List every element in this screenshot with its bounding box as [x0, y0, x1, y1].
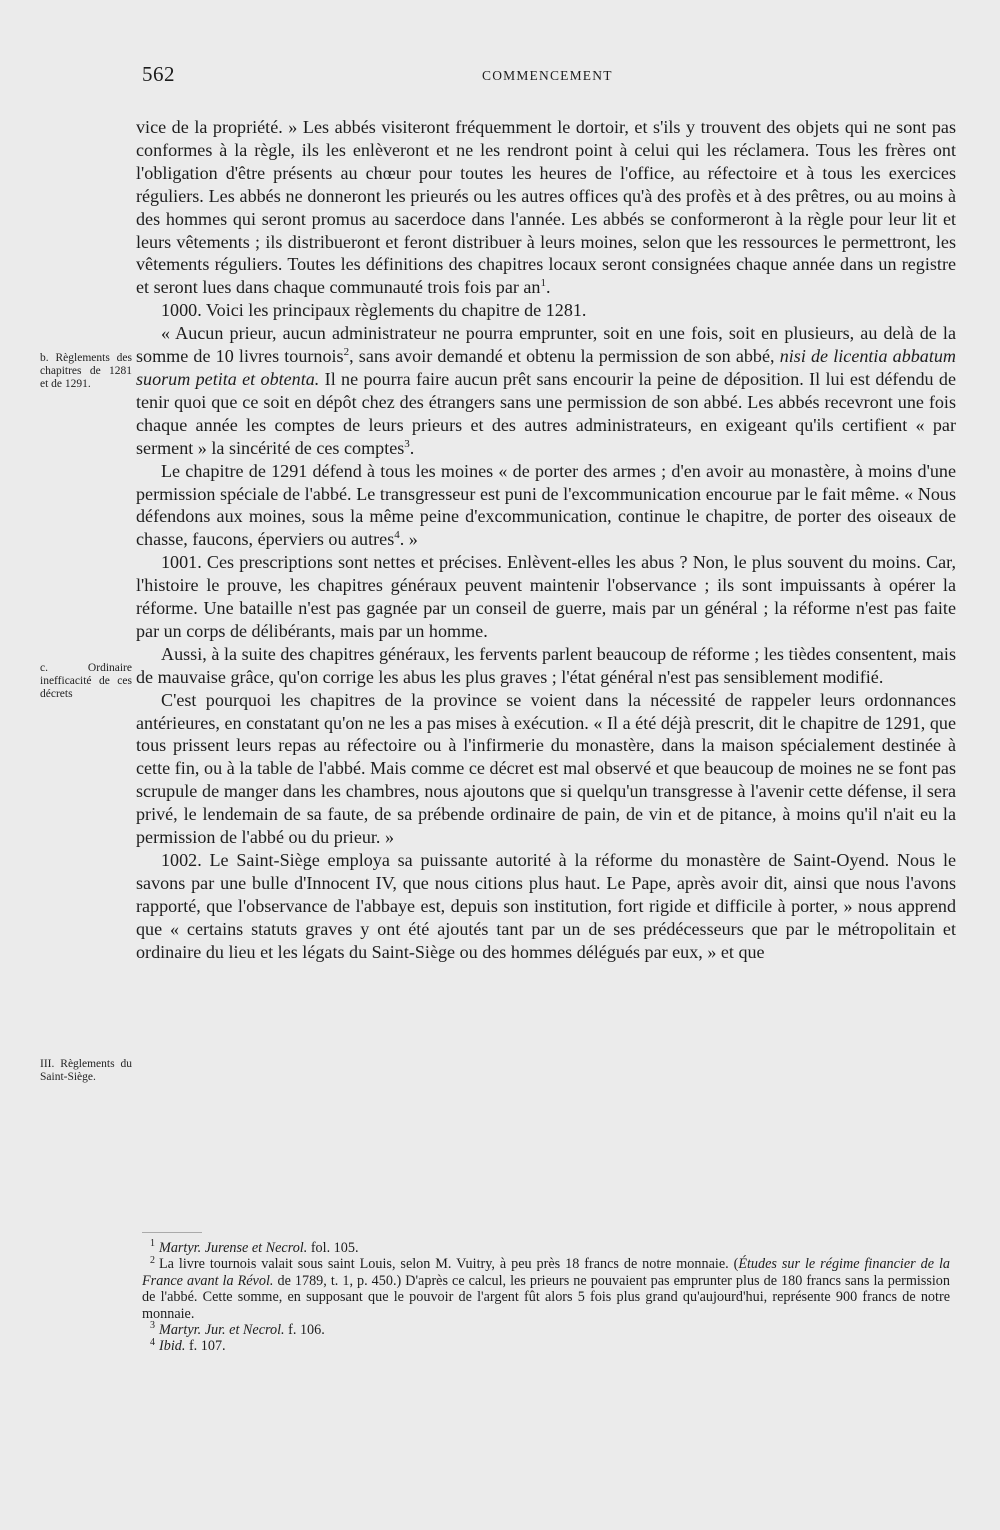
footnote-4-title: Ibid.: [159, 1338, 186, 1355]
footnote-1-title: Martyr. Jurense et Necrol.: [159, 1240, 308, 1256]
paragraph-quote-b: , sans avoir demandé et obtenu la permission de son abbé,: [349, 346, 780, 367]
paragraph-1: [136, 116, 956, 299]
footnote-2-title: Études sur le régime financier de la France avant la Révol.: [142, 1256, 950, 1289]
main-text: [136, 116, 956, 964]
paragraph-quote-a: « Aucun prieur, aucun administrateur ne pourra emprunter, soit en une fois, soit en plusieurs, au delà de la somme de 10 livres tournois: [136, 323, 956, 367]
footnote-4-tail: f. 107.: [185, 1338, 226, 1355]
paragraph-quote-1281: [136, 322, 956, 459]
footnote-1-tail: fol. 105.: [307, 1240, 359, 1256]
footnote-3-mark: 3: [150, 1320, 155, 1332]
footnote-2-a: La livre tournois valait sous saint Louis, selon M. Vuitry, à peu près 18 francs de notre monnaie. (: [159, 1256, 739, 1273]
footnote-1-mark: 1: [150, 1238, 155, 1250]
footnote-4: [142, 1338, 950, 1354]
footnote-ref-2: 2: [343, 346, 350, 359]
footnote-ref-1: 1: [540, 277, 546, 290]
footnote-3-tail: f. 106.: [284, 1322, 325, 1339]
footnote-3: [142, 1322, 950, 1338]
paragraph-cest-pourquoi: C'est pourquoi les chapitres de la province se voient dans la nécessité de rappeler leurs ordonnances antérieures, en constatant qu'on ne les a pas mises à exécution. « Il a été déjà prescrit, dit le chapitre de 1291, que tous prissent leurs repas au réfectoire ou à l'infirmerie du monastère, dans la maison spécialement destinée à cette fin, ou à la table de l'abbé. Mais comme ce décret est mal observé et que beaucoup de moines ne se font pas scrupule de manger dans les chambres, nous ajoutons que si quelqu'un transgresse à l'avenir cette défense, il sera privé, le lendemain de sa faute, de sa prébende ordinaire de pain, de vin et de pitance, à moins qu'il n'ait eu la permission de l'abbé ou du prieur. »: [136, 689, 956, 848]
margin-note-saint-siege: III. Règlements du Saint-Siège.: [40, 1058, 132, 1084]
latin-phrase: nisi de licentia abbatum suorum petita et obtenta.: [136, 346, 956, 389]
footnote-3-title: Martyr. Jur. et Necrol.: [159, 1322, 285, 1339]
footnote-2-b: de 1789, t. 1, p. 450.) D'après ce calcul, les prieurs ne pouvaient pas emprunter plus de 180 francs sans la permission de l'abbé. Cette somme, en supposant que le pouvoir de l'argent fût alors 5 fois plus grand qu'aujourd'hui, représente 900 francs de notre monnaie.: [142, 1272, 950, 1322]
footnote-divider: [142, 1232, 202, 1233]
paragraph-quote-end: .: [409, 437, 415, 458]
page-number: 562: [142, 62, 175, 86]
paragraph-1002: 1002. Le Saint-Siège employa sa puissante autorité à la réforme du monastère de Saint-Oyend. Nous le savons par une bulle d'Innocent IV, que nous citions plus haut. Le Pape, après avoir dit, ainsi que nous l'avons rapporté, que l'observance de l'abbaye est, depuis son institution, fort rigide et difficile à porter, » nous apprend que « certains statuts graves y ont été ajoutés tant par un de ses prédécesseurs que par le métropolitain et ordinaire du lieu et les légats du Saint-Siège ou des hommes délégués par eux, » et que: [136, 850, 956, 962]
paragraph-quote-c: Il ne pourra faire aucun prêt sans encourir la peine de déposition. Il lui est défendu de tenir quoi que ce soit en dépôt chez des étrangers sans une permission de son abbé. Les abbés recevront une fois chaque année les comptes de leurs prieurs et des autres administrateurs, en exigeant qu'ils certifient « par serment » la sincérité de ces comptes: [136, 368, 957, 458]
paragraph-1-end: .: [545, 277, 551, 298]
paragraph-1291-end: . »: [399, 529, 418, 550]
footnote-2-mark: 2: [150, 1254, 155, 1266]
footnote-4-mark: 4: [150, 1336, 155, 1348]
running-title: COMMENCEMENT: [482, 68, 613, 83]
paragraph-1-text: vice de la propriété. » Les abbés visiteront fréquemment le dortoir, et s'ils y trouvent des objets qui ne sont pas conformes à la règle, ils les enlèveront et ne les rendront point à celui qui les réclamera. Tous les frères ont l'obligation d'être présents au chœur pour toutes les heures de l'office, au réfectoire et à tous les exercices réguliers. Les abbés ne donneront les prieurés ou les autres offices qu'à des profès et à des prêtres, ou au moins à des hommes qui seront promus au sacerdoce dans l'année. Les abbés se conformeront à la règle pour leur lit et leurs vêtements ; ils distribueront et feront distribuer à leurs moines, selon que les ressources le permettront, les vêtements réguliers. Toutes les définitions des chapitres locaux seront consignées chaque année dans un registre et seront lues dans chaque communauté trois fois par an: [136, 117, 956, 298]
margin-note-inefficacite: c. Ordinaire inefficacité de ces décrets: [40, 662, 132, 701]
footnote-ref-3: 3: [404, 437, 410, 450]
paragraph-1000: 1000. Voici les principaux règlements du chapitre de 1281.: [161, 300, 587, 321]
footnote-1: [142, 1240, 950, 1256]
footnote-2: [142, 1256, 950, 1322]
paragraph-1001: 1001. Ces prescriptions sont nettes et précises. Enlèvent-elles les abus ? Non, le plus souvent du moins. Car, l'histoire le prouve, les chapitres généraux peuvent maintenir l'observance ; ils sont impuissants à opérer la réforme. Une bataille n'est pas gagnée par un conseil de guerre, mais par un général ; la réforme n'est pas faite par un corps de délibérants, mais par un homme.: [136, 552, 956, 641]
page-header: [142, 62, 950, 88]
paragraph-1291-text: Le chapitre de 1291 défend à tous les moines « de porter des armes ; d'en avoir au monastère, à moins d'une permission spéciale de l'abbé. Le transgresseur est puni de l'excommunication encourue par le fait même. « Nous défendons aux moines, sous la même peine d'excommunication, continue le chapitre, de porter des oiseaux de chasse, faucons, éperviers ou autres: [136, 460, 956, 550]
paragraph-chapitre-1291: [136, 460, 956, 552]
margin-note-reglements-chapitres: b. Règlements des chapitres de 1281 et de 1291.: [40, 352, 132, 391]
footnotes: [142, 1240, 950, 1355]
paragraph-aussi: Aussi, à la suite des chapitres généraux, les fervents parlent beaucoup de réforme ; les tièdes consentent, mais de mauvaise grâce, qu'on corrige les abus les plus graves ; l'état général n'est pas sensiblement modifié.: [136, 643, 956, 687]
footnote-ref-4: 4: [394, 529, 400, 542]
